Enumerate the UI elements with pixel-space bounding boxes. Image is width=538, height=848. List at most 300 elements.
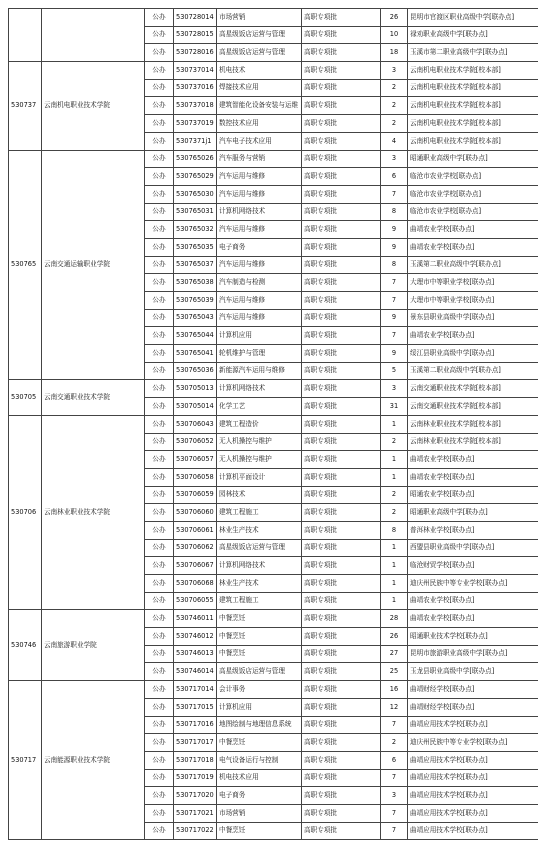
plan-code-cell: 530765037 <box>174 256 217 274</box>
campus-note-cell: 玉溪第二职业高级中学[联办点] <box>408 362 538 380</box>
campus-note-cell: 云南机电职业技术学院[校本部] <box>408 62 538 80</box>
plan-count-cell: 6 <box>381 168 408 186</box>
major-name-cell: 数控技术应用 <box>217 115 302 133</box>
batch-cell: 高职专项批 <box>302 787 381 805</box>
batch-cell: 高职专项批 <box>302 9 381 27</box>
school-type-cell: 公办 <box>145 362 174 380</box>
school-type-cell: 公办 <box>145 804 174 822</box>
school-type-cell: 公办 <box>145 203 174 221</box>
campus-note-cell: 昭通职业高级中学[联办点] <box>408 504 538 522</box>
school-type-cell: 公办 <box>145 274 174 292</box>
plan-count-cell: 1 <box>381 575 408 593</box>
school-type-cell: 公办 <box>145 238 174 256</box>
major-name-cell: 汽车运用与维修 <box>217 221 302 239</box>
school-type-cell: 公办 <box>145 628 174 646</box>
batch-cell: 高职专项批 <box>302 150 381 168</box>
school-name-cell: 云南林业职业技术学院 <box>42 415 145 610</box>
school-type-cell: 公办 <box>145 115 174 133</box>
school-code-cell: 530765 <box>9 150 42 380</box>
plan-count-cell: 28 <box>381 610 408 628</box>
school-type-cell: 公办 <box>145 663 174 681</box>
plan-count-cell: 2 <box>381 97 408 115</box>
plan-count-cell: 8 <box>381 203 408 221</box>
campus-note-cell: 曲靖农业学校[联办点] <box>408 592 538 610</box>
table-row <box>9 62 538 80</box>
school-type-cell: 公办 <box>145 504 174 522</box>
major-name-cell: 电子商务 <box>217 787 302 805</box>
campus-note-cell: 曲靖应用技术学校[联办点] <box>408 822 538 840</box>
batch-cell: 高职专项批 <box>302 592 381 610</box>
plan-code-cell: 530717015 <box>174 698 217 716</box>
major-name-cell: 高星级饭店运营与管理 <box>217 539 302 557</box>
batch-cell: 高职专项批 <box>302 274 381 292</box>
plan-count-cell: 8 <box>381 521 408 539</box>
campus-note-cell: 迪庆州民族中等专业学校[联办点] <box>408 734 538 752</box>
plan-code-cell: 530765026 <box>174 150 217 168</box>
major-name-cell: 无人机操控与维护 <box>217 451 302 469</box>
school-type-cell: 公办 <box>145 79 174 97</box>
campus-note-cell: 云南机电职业技术学院[校本部] <box>408 79 538 97</box>
batch-cell: 高职专项批 <box>302 256 381 274</box>
campus-note-cell: 临沧财贸学校[联办点] <box>408 557 538 575</box>
school-code-cell: 530717 <box>9 681 42 840</box>
batch-cell: 高职专项批 <box>302 751 381 769</box>
plan-count-cell: 2 <box>381 79 408 97</box>
batch-cell: 高职专项批 <box>302 185 381 203</box>
table-row <box>9 380 538 398</box>
batch-cell: 高职专项批 <box>302 645 381 663</box>
major-name-cell: 园林技术 <box>217 486 302 504</box>
major-name-cell: 地图绘制与地理信息系统 <box>217 716 302 734</box>
batch-cell: 高职专项批 <box>302 486 381 504</box>
plan-count-cell: 1 <box>381 557 408 575</box>
school-name-cell: 云南旅游职业学院 <box>42 610 145 681</box>
campus-note-cell: 曲靖应用技术学校[联办点] <box>408 716 538 734</box>
campus-note-cell: 昭通农业学校[联办点] <box>408 486 538 504</box>
table-row <box>9 415 538 433</box>
school-type-cell: 公办 <box>145 150 174 168</box>
batch-cell: 高职专项批 <box>302 628 381 646</box>
plan-code-cell: 530717020 <box>174 787 217 805</box>
major-name-cell: 建筑工程施工 <box>217 504 302 522</box>
batch-cell: 高职专项批 <box>302 734 381 752</box>
school-type-cell: 公办 <box>145 468 174 486</box>
campus-note-cell: 曲靖农业学校[联办点] <box>408 468 538 486</box>
school-type-cell: 公办 <box>145 292 174 310</box>
plan-count-cell: 2 <box>381 486 408 504</box>
major-name-cell: 汽车电子技术应用 <box>217 132 302 150</box>
school-type-cell: 公办 <box>145 26 174 44</box>
plan-count-cell: 12 <box>381 698 408 716</box>
campus-note-cell: 昆明市旅游职业高级中学[联办点] <box>408 645 538 663</box>
batch-cell: 高职专项批 <box>302 398 381 416</box>
batch-cell: 高职专项批 <box>302 221 381 239</box>
batch-cell: 高职专项批 <box>302 539 381 557</box>
major-name-cell: 汽车制造与检测 <box>217 274 302 292</box>
campus-note-cell: 绥江县职业高级中学[联办点] <box>408 345 538 363</box>
major-name-cell: 计算机平面设计 <box>217 468 302 486</box>
campus-note-cell: 曲靖应用技术学校[联办点] <box>408 787 538 805</box>
batch-cell: 高职专项批 <box>302 451 381 469</box>
major-name-cell: 会计事务 <box>217 681 302 699</box>
batch-cell: 高职专项批 <box>302 345 381 363</box>
batch-cell: 高职专项批 <box>302 804 381 822</box>
major-name-cell: 汽车运用与维修 <box>217 168 302 186</box>
batch-cell: 高职专项批 <box>302 716 381 734</box>
school-type-cell: 公办 <box>145 433 174 451</box>
plan-code-cell: 530746012 <box>174 628 217 646</box>
plan-code-cell: 530705014 <box>174 398 217 416</box>
plan-count-cell: 3 <box>381 150 408 168</box>
school-code-cell: 530705 <box>9 380 42 415</box>
campus-note-cell: 曲靖农业学校[联办点] <box>408 610 538 628</box>
plan-count-cell: 7 <box>381 822 408 840</box>
plan-code-cell: 530706057 <box>174 451 217 469</box>
major-name-cell: 汽车运用与维修 <box>217 256 302 274</box>
plan-code-cell: 530717019 <box>174 769 217 787</box>
plan-code-cell: 530717017 <box>174 734 217 752</box>
major-name-cell: 机电技术应用 <box>217 769 302 787</box>
plan-code-cell: 530706067 <box>174 557 217 575</box>
major-name-cell: 市场营销 <box>217 9 302 27</box>
enrollment-plan-sheet <box>8 8 534 840</box>
plan-code-cell: 530765043 <box>174 309 217 327</box>
plan-count-cell: 7 <box>381 716 408 734</box>
school-type-cell: 公办 <box>145 681 174 699</box>
school-type-cell: 公办 <box>145 645 174 663</box>
campus-note-cell: 云南交通职业技术学院[校本部] <box>408 380 538 398</box>
batch-cell: 高职专项批 <box>302 168 381 186</box>
school-type-cell: 公办 <box>145 769 174 787</box>
major-name-cell: 计算机网络技术 <box>217 380 302 398</box>
major-name-cell: 林业生产技术 <box>217 575 302 593</box>
plan-count-cell: 7 <box>381 804 408 822</box>
major-name-cell: 高星级饭店运营与管理 <box>217 663 302 681</box>
major-name-cell: 中餐烹饪 <box>217 734 302 752</box>
table-row <box>9 9 538 27</box>
campus-note-cell: 云南林业职业技术学院[校本部] <box>408 433 538 451</box>
plan-code-cell: 530706059 <box>174 486 217 504</box>
plan-code-cell: 530728014 <box>174 9 217 27</box>
major-name-cell: 市场营销 <box>217 804 302 822</box>
plan-count-cell: 3 <box>381 787 408 805</box>
school-type-cell: 公办 <box>145 398 174 416</box>
plan-code-cell: 530765039 <box>174 292 217 310</box>
batch-cell: 高职专项批 <box>302 433 381 451</box>
campus-note-cell: 曲靖农业学校[联办点] <box>408 238 538 256</box>
campus-note-cell: 曲靖应用技术学校[联办点] <box>408 751 538 769</box>
campus-note-cell: 禄劝职业高级中学[联办点] <box>408 26 538 44</box>
school-type-cell: 公办 <box>145 132 174 150</box>
plan-code-cell: 530765029 <box>174 168 217 186</box>
school-name-cell: 云南机电职业技术学院 <box>42 62 145 150</box>
major-name-cell: 汽车运用与维修 <box>217 292 302 310</box>
major-name-cell: 高星级饭店运营与管理 <box>217 26 302 44</box>
plan-count-cell: 2 <box>381 433 408 451</box>
plan-count-cell: 1 <box>381 415 408 433</box>
major-name-cell: 建筑工程施工 <box>217 592 302 610</box>
major-name-cell: 中餐烹饪 <box>217 822 302 840</box>
school-type-cell: 公办 <box>145 415 174 433</box>
campus-note-cell: 曲靖财经学校[联办点] <box>408 681 538 699</box>
plan-code-cell: 530765044 <box>174 327 217 345</box>
batch-cell: 高职专项批 <box>302 557 381 575</box>
school-code-cell: 530746 <box>9 610 42 681</box>
plan-count-cell: 2 <box>381 115 408 133</box>
plan-count-cell: 9 <box>381 238 408 256</box>
plan-code-cell: 530705013 <box>174 380 217 398</box>
plan-code-cell: 530765032 <box>174 221 217 239</box>
school-type-cell: 公办 <box>145 592 174 610</box>
school-type-cell: 公办 <box>145 9 174 27</box>
campus-note-cell: 曲靖应用技术学校[联办点] <box>408 804 538 822</box>
school-type-cell: 公办 <box>145 62 174 80</box>
campus-note-cell: 临沧市农业学校[联办点] <box>408 203 538 221</box>
plan-code-cell: 530706068 <box>174 575 217 593</box>
plan-code-cell: 530717016 <box>174 716 217 734</box>
school-type-cell: 公办 <box>145 345 174 363</box>
school-code-cell: 530737 <box>9 62 42 150</box>
batch-cell: 高职专项批 <box>302 238 381 256</box>
major-name-cell: 电子商务 <box>217 238 302 256</box>
major-name-cell: 计算机应用 <box>217 698 302 716</box>
school-type-cell: 公办 <box>145 822 174 840</box>
school-type-cell: 公办 <box>145 698 174 716</box>
plan-code-cell: 530706052 <box>174 433 217 451</box>
batch-cell: 高职专项批 <box>302 504 381 522</box>
school-code-cell <box>9 9 42 62</box>
school-type-cell: 公办 <box>145 97 174 115</box>
plan-count-cell: 7 <box>381 185 408 203</box>
plan-code-cell: 530746011 <box>174 610 217 628</box>
campus-note-cell: 曲靖农业学校[联办点] <box>408 451 538 469</box>
school-type-cell: 公办 <box>145 557 174 575</box>
school-type-cell: 公办 <box>145 309 174 327</box>
plan-count-cell: 18 <box>381 44 408 62</box>
school-type-cell: 公办 <box>145 539 174 557</box>
batch-cell: 高职专项批 <box>302 327 381 345</box>
major-name-cell: 机电技术 <box>217 62 302 80</box>
batch-cell: 高职专项批 <box>302 203 381 221</box>
campus-note-cell: 昭通职业技术学校[联办点] <box>408 628 538 646</box>
plan-code-cell: 530706060 <box>174 504 217 522</box>
school-type-cell: 公办 <box>145 521 174 539</box>
plan-code-cell: 530717022 <box>174 822 217 840</box>
major-name-cell: 计算机应用 <box>217 327 302 345</box>
batch-cell: 高职专项批 <box>302 97 381 115</box>
school-type-cell: 公办 <box>145 716 174 734</box>
plan-code-cell: 530717018 <box>174 751 217 769</box>
plan-code-cell: 530706061 <box>174 521 217 539</box>
batch-cell: 高职专项批 <box>302 132 381 150</box>
campus-note-cell: 迪庆州民族中等专业学校[联办点] <box>408 575 538 593</box>
major-name-cell: 化学工艺 <box>217 398 302 416</box>
major-name-cell: 焊接技术应用 <box>217 79 302 97</box>
school-type-cell: 公办 <box>145 256 174 274</box>
school-type-cell: 公办 <box>145 486 174 504</box>
major-name-cell: 中餐烹饪 <box>217 628 302 646</box>
major-name-cell: 新能源汽车运用与维修 <box>217 362 302 380</box>
plan-count-cell: 9 <box>381 345 408 363</box>
campus-note-cell: 昆明市官渡区职业高级中学[联办点] <box>408 9 538 27</box>
batch-cell: 高职专项批 <box>302 769 381 787</box>
plan-code-cell: 530728015 <box>174 26 217 44</box>
plan-count-cell: 31 <box>381 398 408 416</box>
plan-code-cell: 530737016 <box>174 79 217 97</box>
plan-code-cell: 530706058 <box>174 468 217 486</box>
plan-code-cell: 530746014 <box>174 663 217 681</box>
campus-note-cell: 曲靖财经学校[联办点] <box>408 698 538 716</box>
batch-cell: 高职专项批 <box>302 681 381 699</box>
enrollment-plan-table <box>8 8 538 840</box>
school-type-cell: 公办 <box>145 221 174 239</box>
school-type-cell: 公办 <box>145 751 174 769</box>
major-name-cell: 汽车服务与营销 <box>217 150 302 168</box>
major-name-cell: 建筑工程造价 <box>217 415 302 433</box>
plan-code-cell: 530737014 <box>174 62 217 80</box>
campus-note-cell: 云南交通职业技术学院[校本部] <box>408 398 538 416</box>
plan-count-cell: 3 <box>381 380 408 398</box>
campus-note-cell: 曲靖应用技术学校[联办点] <box>408 769 538 787</box>
campus-note-cell: 玉溪第二职业高级中学[联办点] <box>408 256 538 274</box>
batch-cell: 高职专项批 <box>302 575 381 593</box>
campus-note-cell: 玉溪市第二职业高级中学[联办点] <box>408 44 538 62</box>
plan-count-cell: 8 <box>381 256 408 274</box>
plan-count-cell: 1 <box>381 468 408 486</box>
batch-cell: 高职专项批 <box>302 44 381 62</box>
plan-count-cell: 7 <box>381 274 408 292</box>
plan-count-cell: 5 <box>381 362 408 380</box>
major-name-cell: 汽车运用与维修 <box>217 185 302 203</box>
school-name-cell: 云南交通职业技术学院 <box>42 380 145 415</box>
major-name-cell: 中餐烹饪 <box>217 645 302 663</box>
batch-cell: 高职专项批 <box>302 380 381 398</box>
plan-count-cell: 9 <box>381 221 408 239</box>
table-row <box>9 610 538 628</box>
campus-note-cell: 大理市中等职业学校[联办点] <box>408 274 538 292</box>
school-type-cell: 公办 <box>145 575 174 593</box>
major-name-cell: 建筑智能化设备安装与运维 <box>217 97 302 115</box>
campus-note-cell: 云南机电职业技术学院[校本部] <box>408 115 538 133</box>
table-row <box>9 681 538 699</box>
batch-cell: 高职专项批 <box>302 115 381 133</box>
plan-code-cell: 530765038 <box>174 274 217 292</box>
plan-count-cell: 7 <box>381 327 408 345</box>
school-name-cell: 云南能源职业技术学院 <box>42 681 145 840</box>
campus-note-cell: 普洱林业学校[联办点] <box>408 521 538 539</box>
school-type-cell: 公办 <box>145 327 174 345</box>
major-name-cell: 轮机维护与管理 <box>217 345 302 363</box>
major-name-cell: 计算机网络技术 <box>217 557 302 575</box>
batch-cell: 高职专项批 <box>302 663 381 681</box>
plan-count-cell: 27 <box>381 645 408 663</box>
campus-note-cell: 大理市中等职业学校[联办点] <box>408 292 538 310</box>
campus-note-cell: 云南林业职业技术学院[校本部] <box>408 415 538 433</box>
plan-count-cell: 16 <box>381 681 408 699</box>
school-code-cell: 530706 <box>9 415 42 610</box>
table-body <box>9 9 538 840</box>
plan-count-cell: 4 <box>381 132 408 150</box>
major-name-cell: 中餐烹饪 <box>217 610 302 628</box>
campus-note-cell: 景东县职业高级中学[联办点] <box>408 309 538 327</box>
plan-code-cell: 530717014 <box>174 681 217 699</box>
batch-cell: 高职专项批 <box>302 698 381 716</box>
campus-note-cell: 云南机电职业技术学院[校本部] <box>408 132 538 150</box>
school-type-cell: 公办 <box>145 787 174 805</box>
major-name-cell: 电气设备运行与控制 <box>217 751 302 769</box>
school-type-cell: 公办 <box>145 451 174 469</box>
campus-note-cell: 曲靖农业学校[联办点] <box>408 221 538 239</box>
plan-count-cell: 6 <box>381 751 408 769</box>
school-type-cell: 公办 <box>145 185 174 203</box>
campus-note-cell: 西盟县职业高级中学[联办点] <box>408 539 538 557</box>
school-type-cell: 公办 <box>145 610 174 628</box>
batch-cell: 高职专项批 <box>302 415 381 433</box>
school-type-cell: 公办 <box>145 44 174 62</box>
plan-count-cell: 9 <box>381 309 408 327</box>
plan-count-cell: 7 <box>381 292 408 310</box>
plan-code-cell: 5307371j1 <box>174 132 217 150</box>
plan-count-cell: 26 <box>381 628 408 646</box>
batch-cell: 高职专项批 <box>302 610 381 628</box>
major-name-cell: 高星级饭店运营与管理 <box>217 44 302 62</box>
major-name-cell: 计算机网络技术 <box>217 203 302 221</box>
campus-note-cell: 临沧市农业学校[联办点] <box>408 185 538 203</box>
plan-count-cell: 25 <box>381 663 408 681</box>
plan-code-cell: 530737018 <box>174 97 217 115</box>
plan-code-cell: 530706055 <box>174 592 217 610</box>
batch-cell: 高职专项批 <box>302 822 381 840</box>
campus-note-cell: 云南机电职业技术学院[校本部] <box>408 97 538 115</box>
campus-note-cell: 曲靖农业学校[联办点] <box>408 327 538 345</box>
batch-cell: 高职专项批 <box>302 362 381 380</box>
plan-code-cell: 530765041 <box>174 345 217 363</box>
school-name-cell: 云南交通运输职业学院 <box>42 150 145 380</box>
plan-code-cell: 530765031 <box>174 203 217 221</box>
school-type-cell: 公办 <box>145 734 174 752</box>
batch-cell: 高职专项批 <box>302 468 381 486</box>
school-type-cell: 公办 <box>145 380 174 398</box>
plan-code-cell: 530717021 <box>174 804 217 822</box>
batch-cell: 高职专项批 <box>302 79 381 97</box>
table-row <box>9 150 538 168</box>
campus-note-cell: 临沧市农业学校[联办点] <box>408 168 538 186</box>
major-name-cell: 无人机操控与维护 <box>217 433 302 451</box>
batch-cell: 高职专项批 <box>302 292 381 310</box>
plan-code-cell: 530765035 <box>174 238 217 256</box>
school-name-cell <box>42 9 145 62</box>
plan-code-cell: 530706043 <box>174 415 217 433</box>
plan-count-cell: 10 <box>381 26 408 44</box>
plan-code-cell: 530746013 <box>174 645 217 663</box>
plan-count-cell: 1 <box>381 592 408 610</box>
school-type-cell: 公办 <box>145 168 174 186</box>
batch-cell: 高职专项批 <box>302 521 381 539</box>
plan-code-cell: 530765030 <box>174 185 217 203</box>
plan-code-cell: 530706062 <box>174 539 217 557</box>
major-name-cell: 林业生产技术 <box>217 521 302 539</box>
campus-note-cell: 昭通职业高级中学[联办点] <box>408 150 538 168</box>
plan-count-cell: 2 <box>381 734 408 752</box>
plan-count-cell: 26 <box>381 9 408 27</box>
plan-count-cell: 2 <box>381 504 408 522</box>
batch-cell: 高职专项批 <box>302 26 381 44</box>
major-name-cell: 汽车运用与维修 <box>217 309 302 327</box>
batch-cell: 高职专项批 <box>302 62 381 80</box>
plan-count-cell: 7 <box>381 769 408 787</box>
plan-count-cell: 3 <box>381 62 408 80</box>
batch-cell: 高职专项批 <box>302 309 381 327</box>
